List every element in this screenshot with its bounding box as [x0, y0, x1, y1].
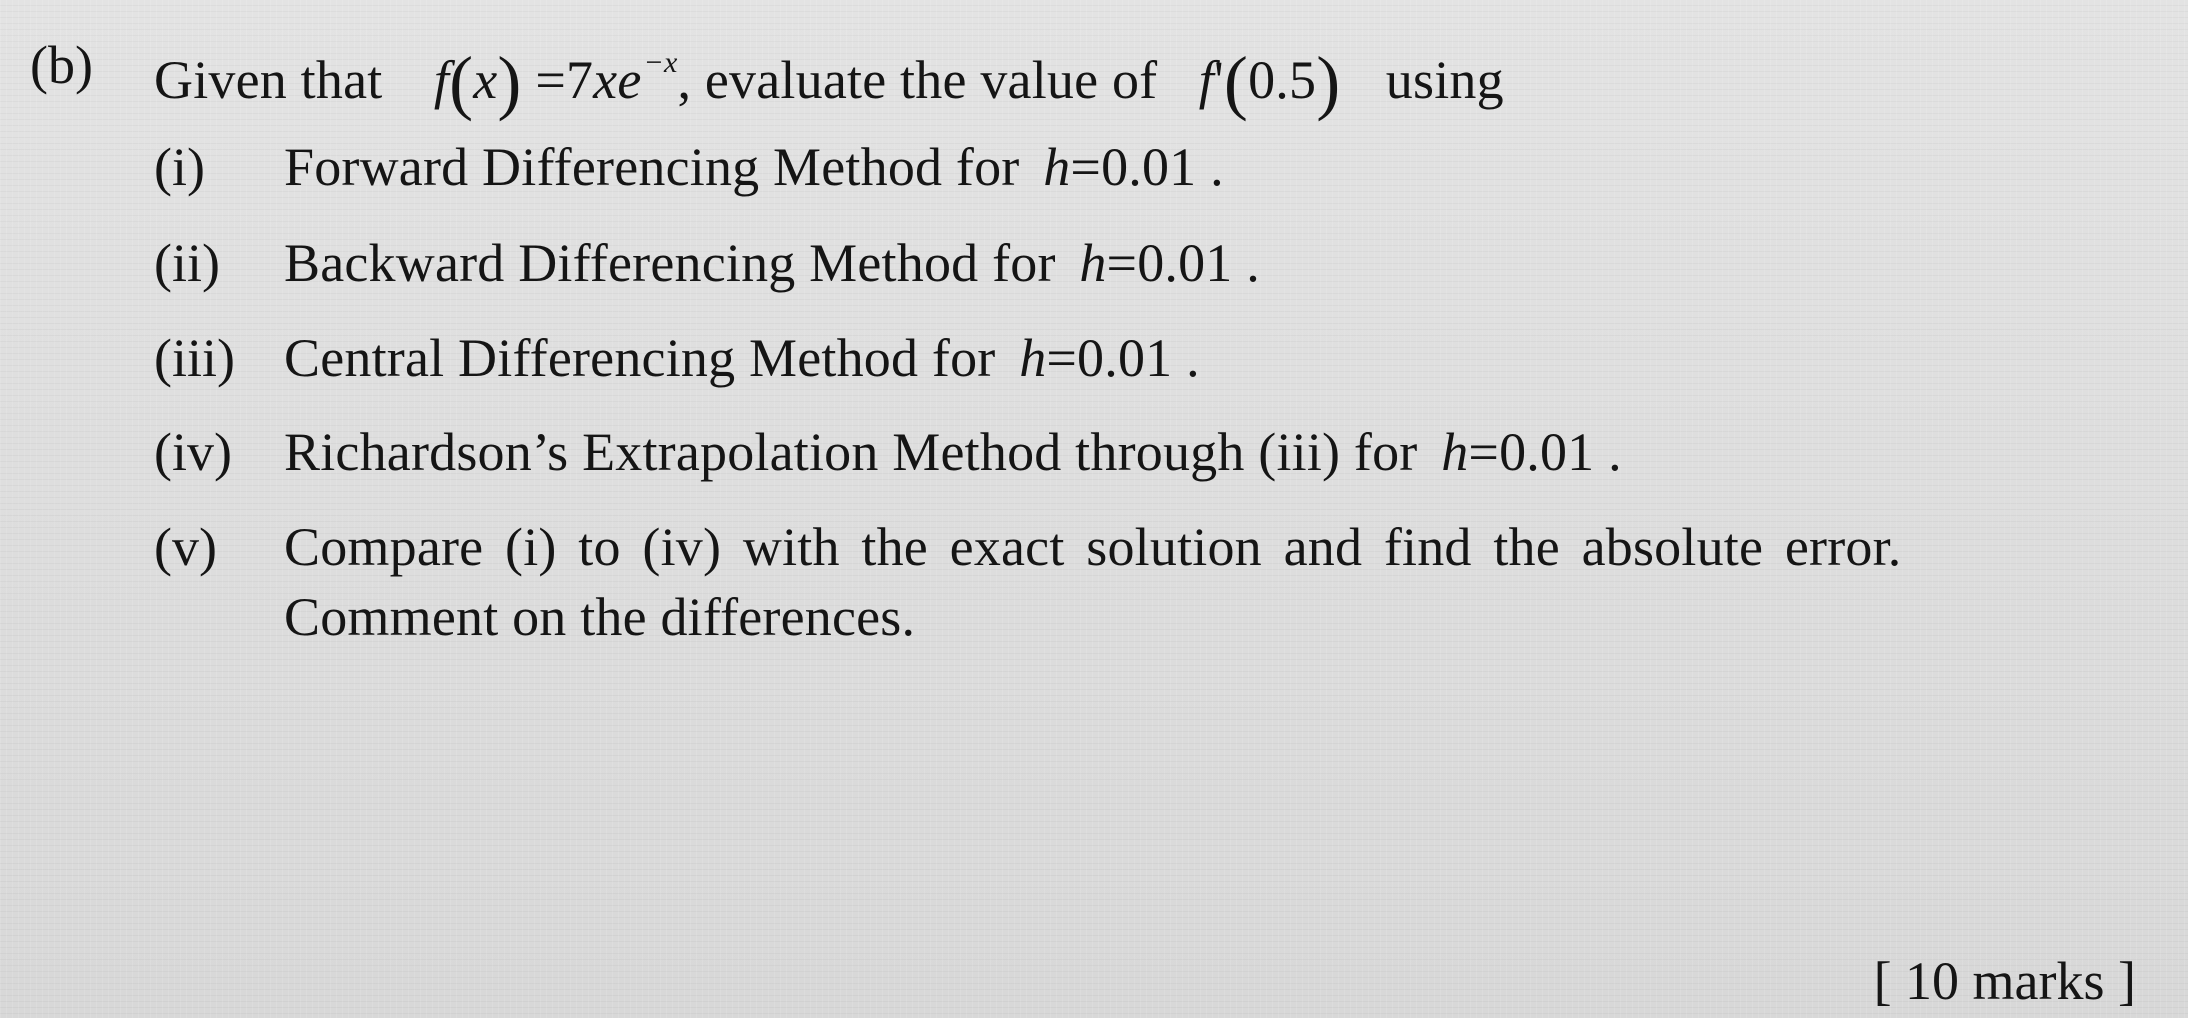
item-label-iii: (iii) — [154, 328, 235, 388]
expression-x: x — [593, 50, 618, 110]
line-end: . — [1210, 137, 1224, 197]
item-label-i: (i) — [154, 137, 205, 197]
derivative-left-paren: ( — [1223, 42, 1249, 122]
equals-sign: = — [535, 50, 566, 110]
equals-sign: = — [1046, 328, 1078, 388]
function-name: f — [433, 50, 450, 110]
item-text: Forward Differencing Method for — [284, 137, 1020, 197]
h-value: 0.01 — [1137, 233, 1233, 293]
h-variable: h — [1019, 328, 1047, 388]
equals-sign: = — [1070, 137, 1102, 197]
h-variable: h — [1043, 137, 1071, 197]
item-text-iii — [284, 328, 1200, 388]
question-label: (b) — [30, 35, 93, 95]
derivative-argument: 0.5 — [1248, 50, 1317, 110]
line-end: . — [1608, 422, 1622, 482]
intro-prefix: Given that — [154, 50, 383, 110]
left-paren: ( — [449, 42, 474, 122]
derivative-prime: ' — [1213, 50, 1224, 110]
coefficient: 7 — [565, 50, 594, 110]
item-text-ii — [284, 233, 1260, 293]
derivative-right-paren: ) — [1316, 42, 1341, 122]
exponent: −x — [643, 46, 678, 79]
item-text-iv — [284, 422, 1622, 482]
derivative-name: f — [1198, 50, 1214, 110]
item-text-i — [284, 137, 1224, 197]
item-label-ii: (ii) — [154, 233, 220, 293]
item-text: Richardson’s Extrapolation Method through (iii) for — [284, 422, 1418, 482]
h-value: 0.01 — [1101, 137, 1197, 197]
item-label-v: (v) — [154, 517, 217, 577]
item-text-v-line1: Compare (i) to (iv) with the exact solution and find the absolute error. — [284, 517, 1902, 577]
expression-e: e — [617, 50, 642, 110]
equals-sign: = — [1468, 422, 1500, 482]
item-label-iv: (iv) — [154, 422, 232, 482]
item-text: Backward Differencing Method for — [284, 233, 1056, 293]
line-end: . — [1186, 328, 1200, 388]
item-text: Central Differencing Method for — [284, 328, 996, 388]
item-text-v-line2: Comment on the differences. — [284, 587, 916, 647]
equals-sign: = — [1106, 233, 1138, 293]
line-end: . — [1246, 233, 1260, 293]
question-intro — [154, 38, 1504, 122]
h-variable: h — [1441, 422, 1469, 482]
h-variable: h — [1079, 233, 1107, 293]
intro-suffix: using — [1385, 50, 1504, 110]
right-paren: ) — [497, 42, 522, 122]
h-value: 0.01 — [1499, 422, 1595, 482]
marks-label: [ 10 marks ] — [1873, 951, 2136, 1011]
function-variable: x — [473, 50, 498, 110]
h-value: 0.01 — [1077, 328, 1173, 388]
intro-middle: , evaluate the value of — [677, 50, 1158, 110]
